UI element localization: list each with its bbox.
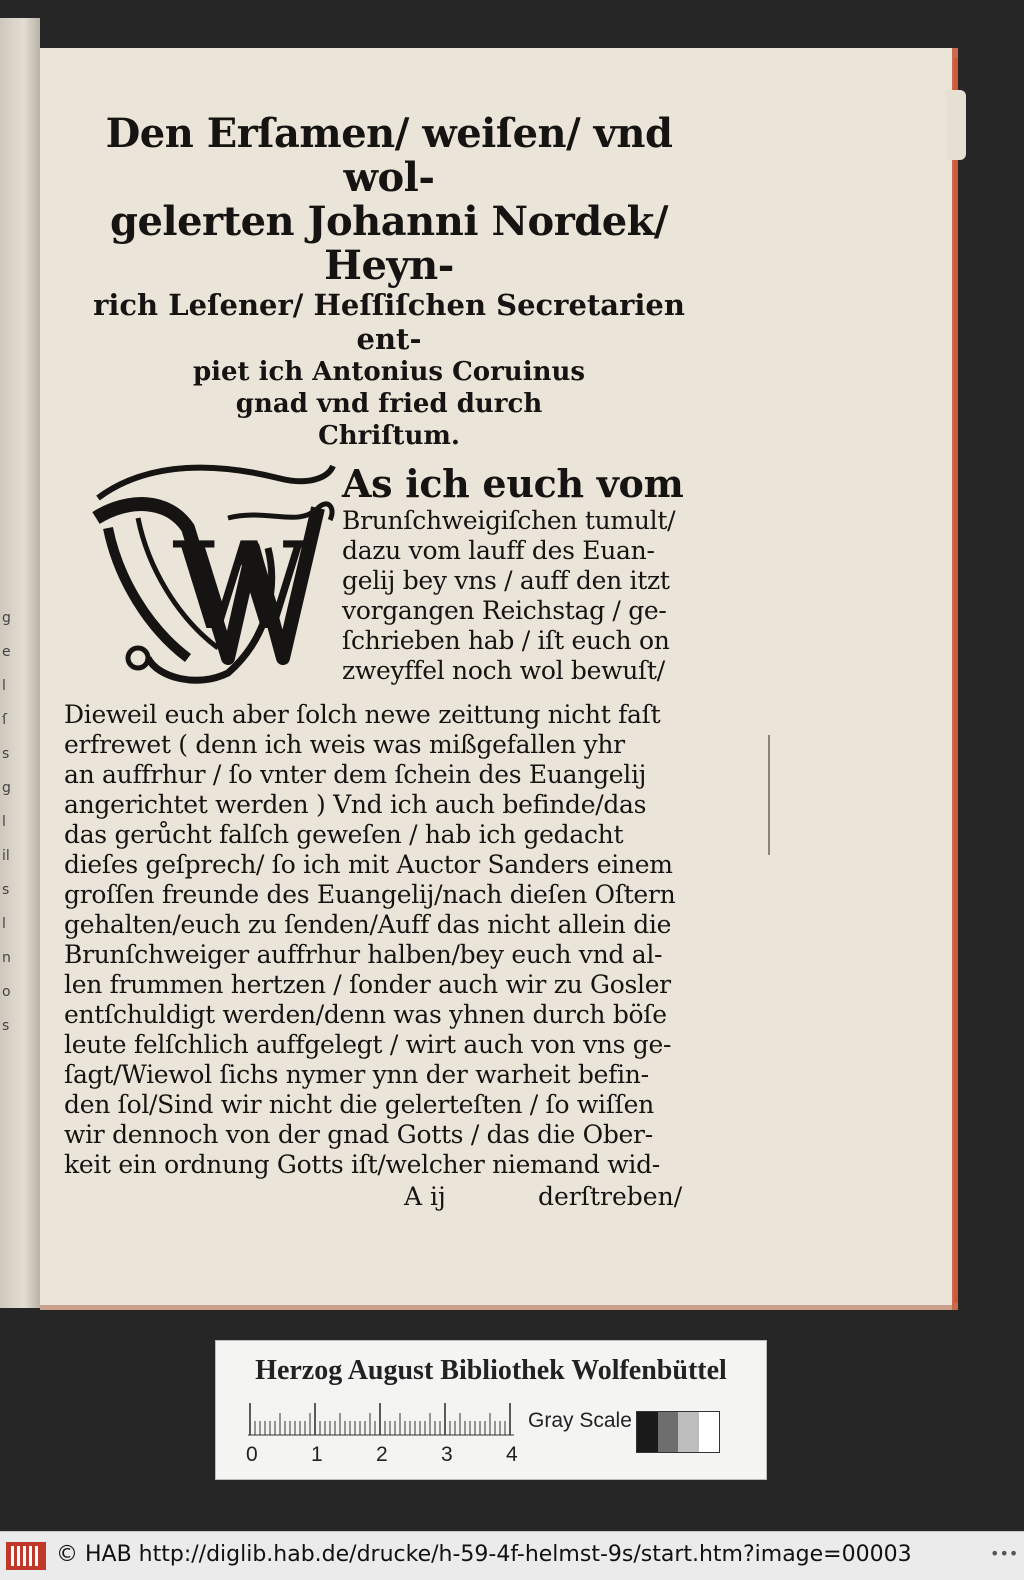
more-icon[interactable]: ••• [990, 1544, 1019, 1563]
hab-logo-icon [6, 1542, 46, 1570]
catchword: derſtreben/ [538, 1182, 683, 1211]
margin-mark: l [2, 678, 6, 694]
ruler-scale [246, 1399, 516, 1439]
text-line: keit ein ordnung Gotts iſt/welcher niemand wid- [64, 1150, 660, 1179]
heading-line: Chriſtum. [318, 421, 460, 451]
ruler-number: 2 [376, 1443, 388, 1466]
initial-glyph: W [174, 516, 309, 657]
text-line: wir dennoch von der gnad Gotts / das die Ober- [64, 1120, 653, 1149]
copyright-url[interactable]: © HAB http://diglib.hab.de/drucke/h-59-4f-helmst-9s/start.htm?image=00003 [56, 1542, 912, 1567]
ruler-number: 4 [506, 1443, 518, 1466]
text-line: zweyffel noch wol bewuſt/ [342, 656, 665, 685]
color-target-card [215, 1340, 767, 1480]
margin-mark: il [2, 848, 10, 864]
body-text [64, 700, 714, 1180]
page-tab [946, 90, 966, 160]
margin-mark: g [2, 610, 11, 626]
margin-mark: e [2, 644, 11, 660]
gray-swatch [699, 1412, 720, 1452]
dedication-heading [64, 112, 714, 452]
text-line: angerichtet werden ) Vnd ich auch befinde/das [64, 790, 647, 819]
ruler-number: 1 [311, 1443, 323, 1466]
text-line: gehalten/euch zu ſenden/Auff das nicht allein die [64, 910, 672, 939]
initial-lines [342, 462, 714, 686]
margin-mark: s [2, 1018, 10, 1034]
page-footer [64, 1182, 714, 1214]
ruler-number: 3 [441, 1443, 453, 1466]
margin-mark: s [2, 882, 10, 898]
gray-swatch [637, 1412, 658, 1452]
text-line: len frummen hertzen / ſonder auch wir zu Gosler [64, 970, 671, 999]
page-crease [768, 735, 770, 855]
gray-scale-label: Gray Scale [528, 1409, 632, 1432]
gray-swatch [678, 1412, 699, 1452]
text-line: dazu vom lauff des Euan- [342, 536, 655, 565]
text-line: As ich euch vom [342, 461, 684, 506]
heading-line: Den Erſamen/ weiſen/ vnd wol- [105, 110, 673, 201]
text-line: vorgangen Reichstag / ge- [342, 596, 667, 625]
text-line: ſagt/Wiewol ſichs nymer ynn der warheit befin- [64, 1060, 649, 1089]
status-bar [0, 1531, 1024, 1580]
color-target-title: Herzog August Bibliothek Wolfenbüttel [255, 1355, 727, 1386]
text-line: groſſen freunde des Euangelij/nach dieſen Oſtern [64, 880, 676, 909]
text-line: Brunſchweiger auffrhur halben/bey euch vnd al- [64, 940, 663, 969]
text-line: das gerůcht falſch geweſen / hab ich gedacht [64, 820, 624, 849]
initial-paragraph [64, 462, 714, 700]
printed-text [64, 112, 714, 1214]
margin-mark: l [2, 916, 6, 932]
heading-line: piet ich Antonius Coruinus [192, 357, 586, 387]
margin-mark: s [2, 746, 10, 762]
text-line: den ſol/Sind wir nicht die gelerteſten / ſo wiſſen [64, 1090, 654, 1119]
margin-mark: l [2, 814, 6, 830]
margin-mark: n [2, 950, 11, 966]
text-line: erfrewet ( denn ich weis was mißgefallen yhr [64, 730, 625, 759]
text-line: Brunſchweigiſchen tumult/ [342, 506, 676, 535]
margin-mark: o [2, 984, 11, 1000]
heading-line: gelerten Johanni Nordek/ Heyn- [109, 198, 669, 289]
text-line: ſchrieben hab / iſt euch on [342, 626, 670, 655]
text-line: entſchuldigt werden/denn was yhnen durch böſe [64, 1000, 667, 1029]
text-line: Dieweil euch aber ſolch newe zeittung nicht faſt [64, 700, 661, 729]
decorated-initial-w [78, 458, 338, 688]
gray-swatch [658, 1412, 679, 1452]
margin-mark: g [2, 780, 11, 796]
text-line: an auffrhur / ſo vnter dem ſchein des Euangelij [64, 760, 647, 789]
text-line: dieſes geſprech/ ſo ich mit Auctor Sanders einem [64, 850, 673, 879]
heading-line: rich Leſener/ Heſſiſchen Secretarien ent- [93, 288, 685, 356]
gray-scale-swatches [636, 1411, 720, 1453]
text-line: leute felſchlich auffgelegt / wirt auch von vns ge- [64, 1030, 672, 1059]
adjacent-page-marks [2, 608, 22, 1050]
text-line: gelij bey vns / auff den itzt [342, 566, 670, 595]
signature-mark: A ij [404, 1182, 446, 1211]
ruler-numbers [246, 1443, 516, 1467]
ruler-number: 0 [246, 1443, 258, 1466]
margin-mark: ſ [2, 712, 7, 728]
heading-line: gnad vnd fried durch [235, 389, 543, 419]
adjacent-page-edge [0, 18, 40, 1308]
